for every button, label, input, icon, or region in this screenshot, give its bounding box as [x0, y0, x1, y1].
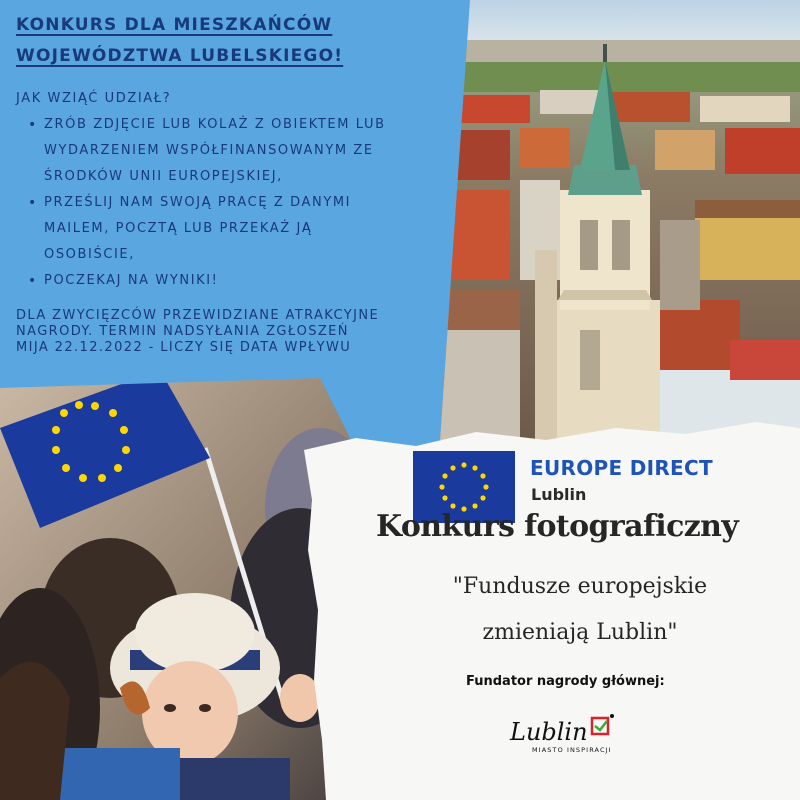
step-3-line-1: • POCZEKAJ NA WYNIKI! — [44, 273, 219, 288]
europe-direct-city: Lublin — [531, 485, 587, 504]
funder-label: Fundator nagrody głównej: — [466, 674, 665, 689]
step-2-line-3: OSOBIŚCIE, — [44, 247, 135, 262]
lublin-logo — [508, 712, 638, 758]
steps-list — [16, 112, 436, 294]
aerial-city-photo — [440, 0, 800, 440]
contest-subtitle — [400, 564, 760, 656]
step-item — [16, 268, 436, 294]
howto-label: JAK WZIĄĆ UDZIAŁ? — [16, 91, 172, 106]
step-item — [16, 190, 436, 268]
prize-deadline-note — [16, 308, 436, 356]
step-item — [16, 112, 436, 190]
contest-title: Konkurs fotograficzny — [376, 509, 739, 544]
step-2-line-1: • PRZEŚLIJ NAM SWOJĄ PRACĘ Z DANYMI — [44, 195, 352, 210]
svg-text:MIASTO INSPIRACJI: MIASTO INSPIRACJI — [532, 746, 612, 754]
svg-text:Lublin: Lublin — [510, 718, 588, 746]
europe-direct-title: EUROPE DIRECT — [530, 456, 713, 480]
headline-line-1: KONKURS DLA MIESZKAŃCÓW — [16, 15, 333, 35]
intro-text-block — [16, 10, 436, 356]
headline-line-2: WOJEWÓDZTWA LUBELSKIEGO! — [16, 46, 344, 66]
step-2-line-2: MAILEM, POCZTĄ LUB PRZEKAŻ JĄ — [44, 221, 313, 236]
note-line-3: MIJA 22.12.2022 - LICZY SIĘ DATA WPŁYWU — [16, 340, 352, 355]
step-1-line-1: • ZRÓB ZDJĘCIE LUB KOLAŻ Z OBIEKTEM LUB — [44, 117, 386, 132]
step-1-line-3: ŚRODKÓW UNII EUROPEJSKIEJ, — [44, 169, 283, 184]
note-line-2: NAGRODY. TERMIN NADSYŁANIA ZGŁOSZEŃ — [16, 324, 349, 339]
headline — [16, 10, 436, 72]
contest-subtitle-line-2: zmieniają Lublin" — [482, 620, 678, 645]
step-1-line-2: WYDARZENIEM WSPÓŁFINANSOWANYM ZE — [44, 143, 374, 158]
contest-subtitle-line-1: "Fundusze europejskie — [452, 574, 708, 599]
note-line-1: DLA ZWYCIĘZCÓW PRZEWIDZIANE ATRAKCYJNE — [16, 308, 380, 323]
